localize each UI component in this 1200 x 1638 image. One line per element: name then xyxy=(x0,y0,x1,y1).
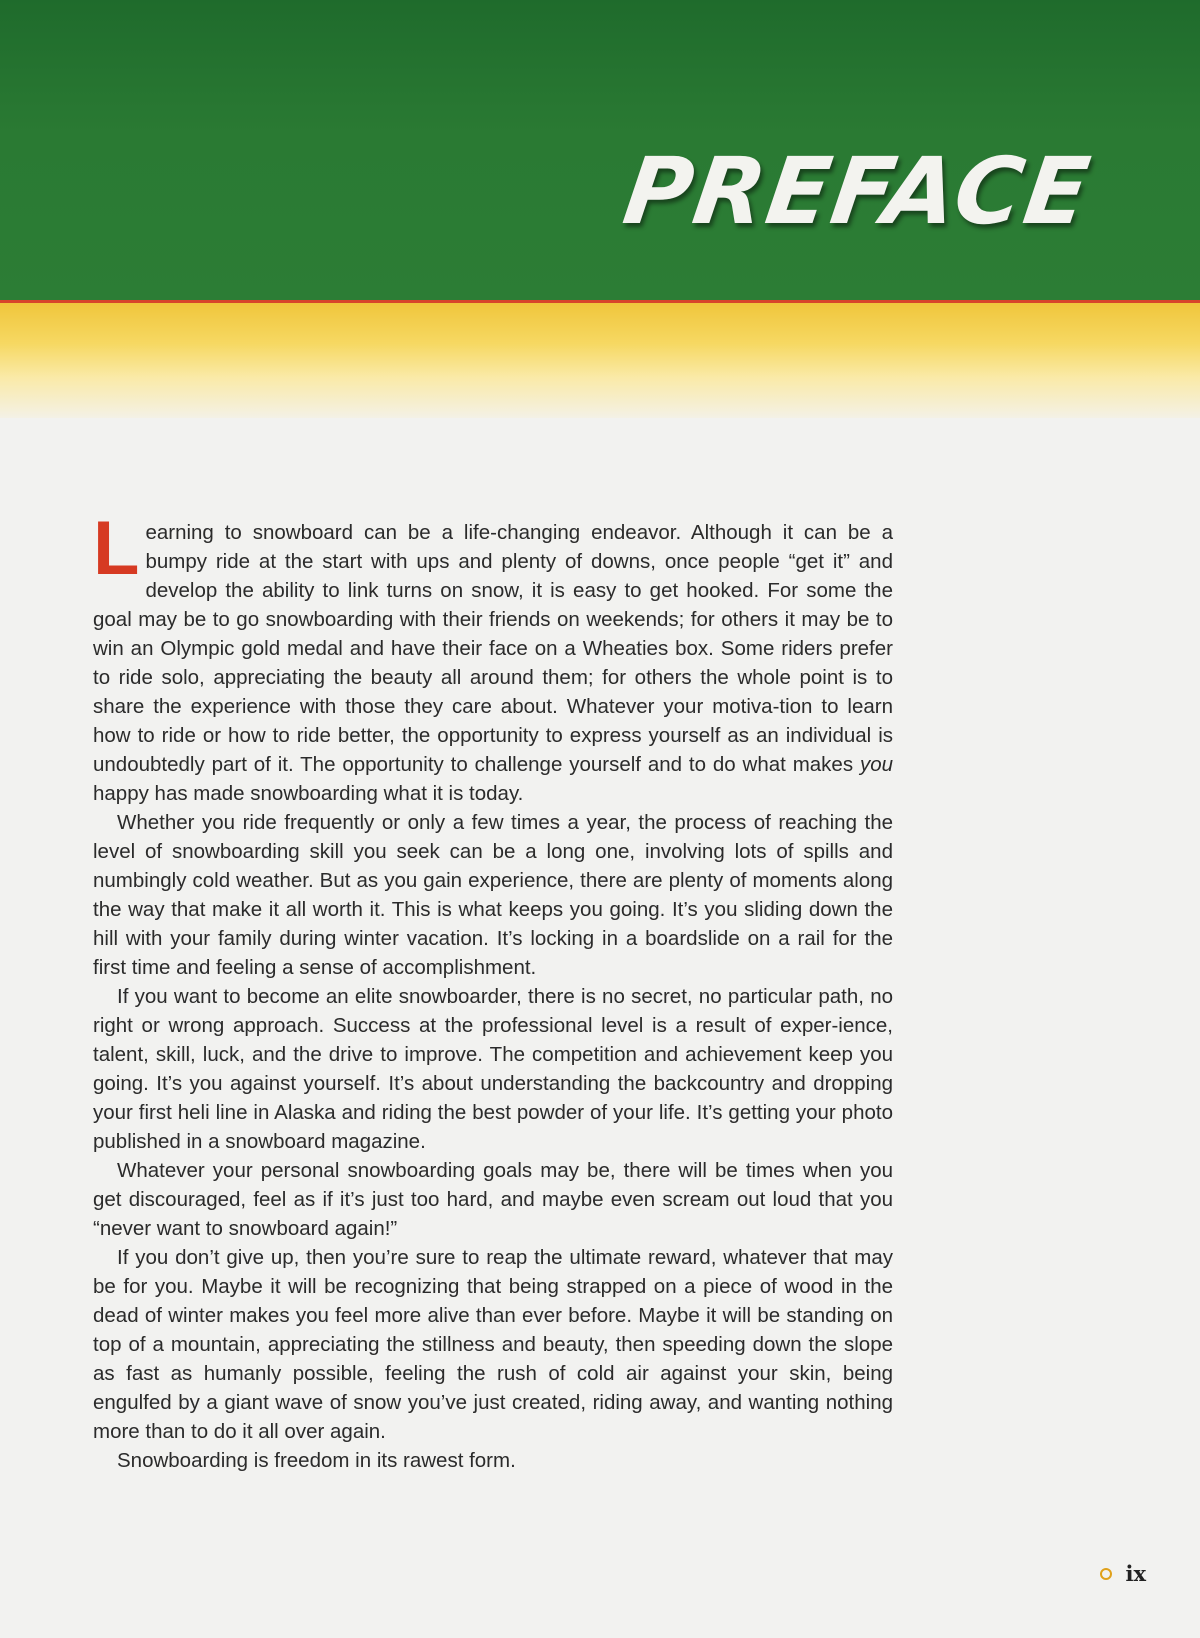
paragraph-5: If you don’t give up, then you’re sure to reap the ultimate reward, whatever that may be for you. Maybe it will be recognizing that being strapped on a piece of wood in the dead of winter makes you feel more alive than ever before. Maybe it will be standing on top of a mountain, appreciating the stillness and beauty, then speeding down the slope as fast as humanly possible, feeling the rush of cold air against your skin, being engulfed by a giant wave of snow you’ve just created, riding away, and wanting nothing more than to do it all over again. xyxy=(93,1246,893,1443)
paragraph-3: If you want to become an elite snowboarder, there is no secret, no particular path, no right or wrong approach. Success at the professional level is a result of exper-ience, talent, skill, luck, and the drive to improve. The competition and achievement keep you going. It’s you against yourself. It’s about understanding the backcountry and dropping your first heli line in Alaska and riding the best powder of your life. It’s getting your photo published in a snowboard magazine. xyxy=(93,985,893,1153)
paragraph-6: Snowboarding is freedom in its rawest form. xyxy=(117,1449,516,1472)
body-text xyxy=(93,506,893,1475)
paragraph-4: Whatever your personal snowboarding goals may be, there will be times when you get discouraged, feel as if it’s just too hard, and maybe even scream out loud that you “never want to snowboard again!” xyxy=(93,1159,893,1240)
paragraph-1-text: earning to snowboard can be a life-changing endeavor. Although it can be a bumpy ride at the start with ups and plenty of downs, once people “get it” and develop the ability to link turns on snow, it is easy to get hooked. For some the goal may be to go snowboarding with their friends on weekends; for others it may be to win an Olympic gold medal and have their face on a Wheaties box. Some riders prefer to ride solo, appreciating the beauty all around them; for others the whole point is to share the experience with those they care about. Whatever your motiva-tion to learn how to ride or how to ride better, the opportunity to express yourself as an individual is undoubtedly part of it. The opportunity to challenge yourself and to do what makes xyxy=(93,521,893,776)
page-number: ix xyxy=(1125,1561,1146,1586)
yellow-gradient-band xyxy=(0,303,1200,418)
drop-cap: L xyxy=(93,506,140,591)
folio xyxy=(1100,1561,1147,1586)
header-band xyxy=(0,0,1200,300)
page-title: PREFACE xyxy=(617,138,1098,245)
circle-bullet-icon xyxy=(1100,1568,1112,1580)
paragraph-1-text-end: happy has made snowboarding what it is today. xyxy=(93,782,524,805)
paragraph-1-emphasis: you xyxy=(859,753,893,776)
paragraph-2: Whether you ride frequently or only a few times a year, the process of reaching the level of snowboarding skill you seek can be a long one, involving lots of spills and numbingly cold weather. But as you gain experience, there are plenty of moments along the way that make it all worth it. This is what keeps you going. It’s you sliding down the hill with your family during winter vacation. It’s locking in a boardslide on a rail for the first time and feeling a sense of accomplishment. xyxy=(93,811,893,979)
paragraph-1 xyxy=(93,506,893,808)
